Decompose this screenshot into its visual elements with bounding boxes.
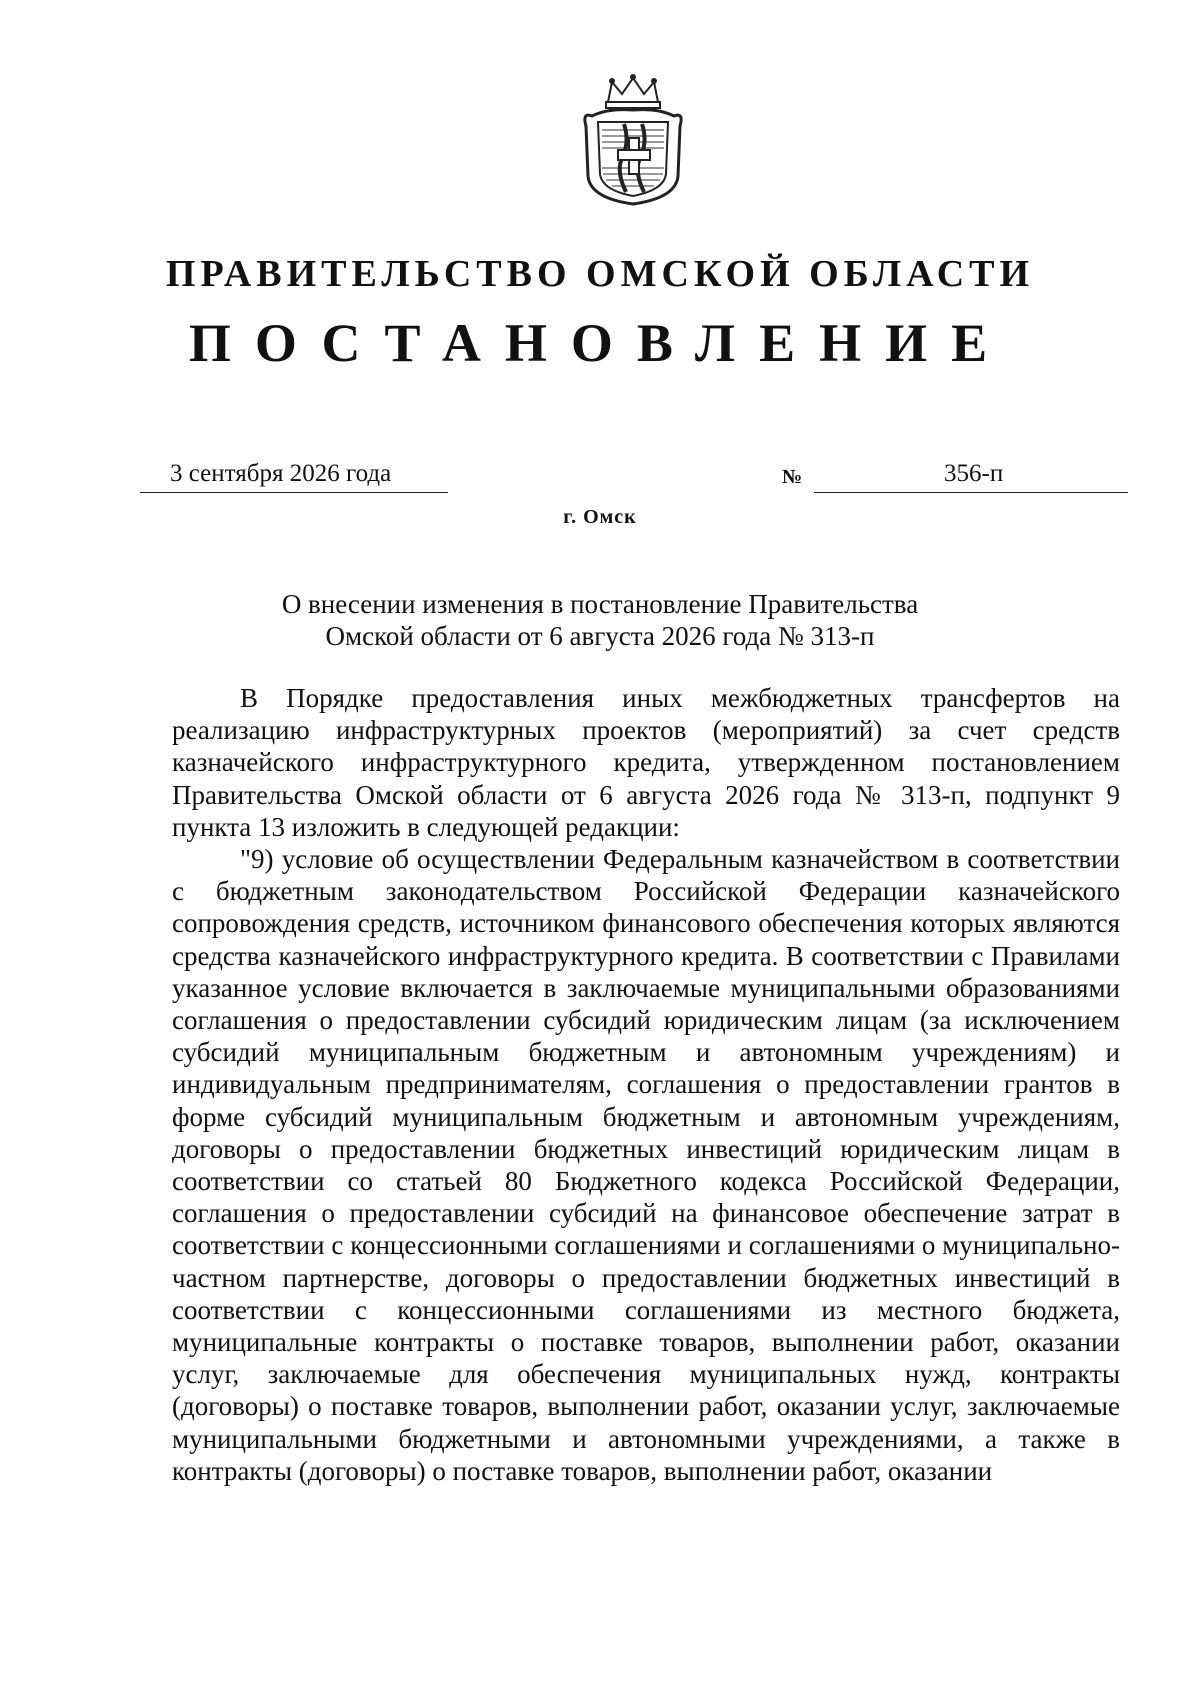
- number-sign: №: [782, 466, 803, 488]
- document-type-heading: ПОСТАНОВЛЕНИЕ: [188, 313, 1012, 373]
- subject-line-1: О внесении изменения в постановление Правительства: [281, 589, 919, 619]
- government-title: ПРАВИТЕЛЬСТВО ОМСКОЙ ОБЛАСТИ: [165, 253, 1035, 295]
- subject-line-2: Омской области от 6 августа 2026 года № 313-п: [325, 621, 875, 651]
- omsk-coat-of-arms-emblem: [578, 72, 688, 208]
- city-of-issue: г. Омск: [563, 506, 637, 528]
- document-date: 3 сентября 2026 года: [170, 460, 392, 487]
- document-date-field: [140, 460, 448, 493]
- document-subject: [0, 588, 1200, 652]
- document-number: 356-п: [944, 460, 1004, 487]
- body-paragraph-1: В Порядке предоставления иных межбюджетных трансфертов на реализацию инфраструктурных проектов (мероприятий) за счет средств казначейского инфраструктурного кредита, утвержденном постановлением Правительства Омской области от 6 августа 2026 года № 313-п, подпункт 9 пункта 13 изложить в следующей редакции:: [172, 683, 1120, 842]
- document-number-field: [814, 460, 1128, 493]
- body-paragraph-2: "9) условие об осуществлении Федеральным казначейством в соответствии с бюджетным законодательством Российской Федерации казначейского сопровождения средств, источником финансового обеспечения которых являются средства казначейского инфраструктурного кредита. В соответствии с Правилами указанное условие включается в заключаемые муниципальными образованиями соглашения о предоставлении субсидий юридическим лицам (за исключением субсидий муниципальным бюджетным и автономным учреждениям) и индивидуальным предпринимателям, соглашения о предоставлении грантов в форме субсидий муниципальным бюджетным и автономным учреждениям, договоры о предоставлении бюджетных инвестиций юридическим лицам в соответствии со статьей 80 Бюджетного кодекса Российской Федерации, соглашения о предоставлении субсидий на финансовое обеспечение затрат в соответствии с концессионными соглашениями и соглашениями о муниципально-частном партнерстве, договоры о предоставлении бюджетных инвестиций в соответствии с концессионными соглашениями из местного бюджета, муниципальные контракты о поставке товаров, выполнении работ, оказании услуг, заключаемые для обеспечения муниципальных нужд, контракты (договоры) о поставке товаров, выполнении работ, оказании услуг, заключаемые муниципальными бюджетными и автономными учреждениями, а также в контракты (договоры) о поставке товаров, выполнении работ, оказании: [172, 844, 1120, 1486]
- document-body: [172, 682, 1120, 1487]
